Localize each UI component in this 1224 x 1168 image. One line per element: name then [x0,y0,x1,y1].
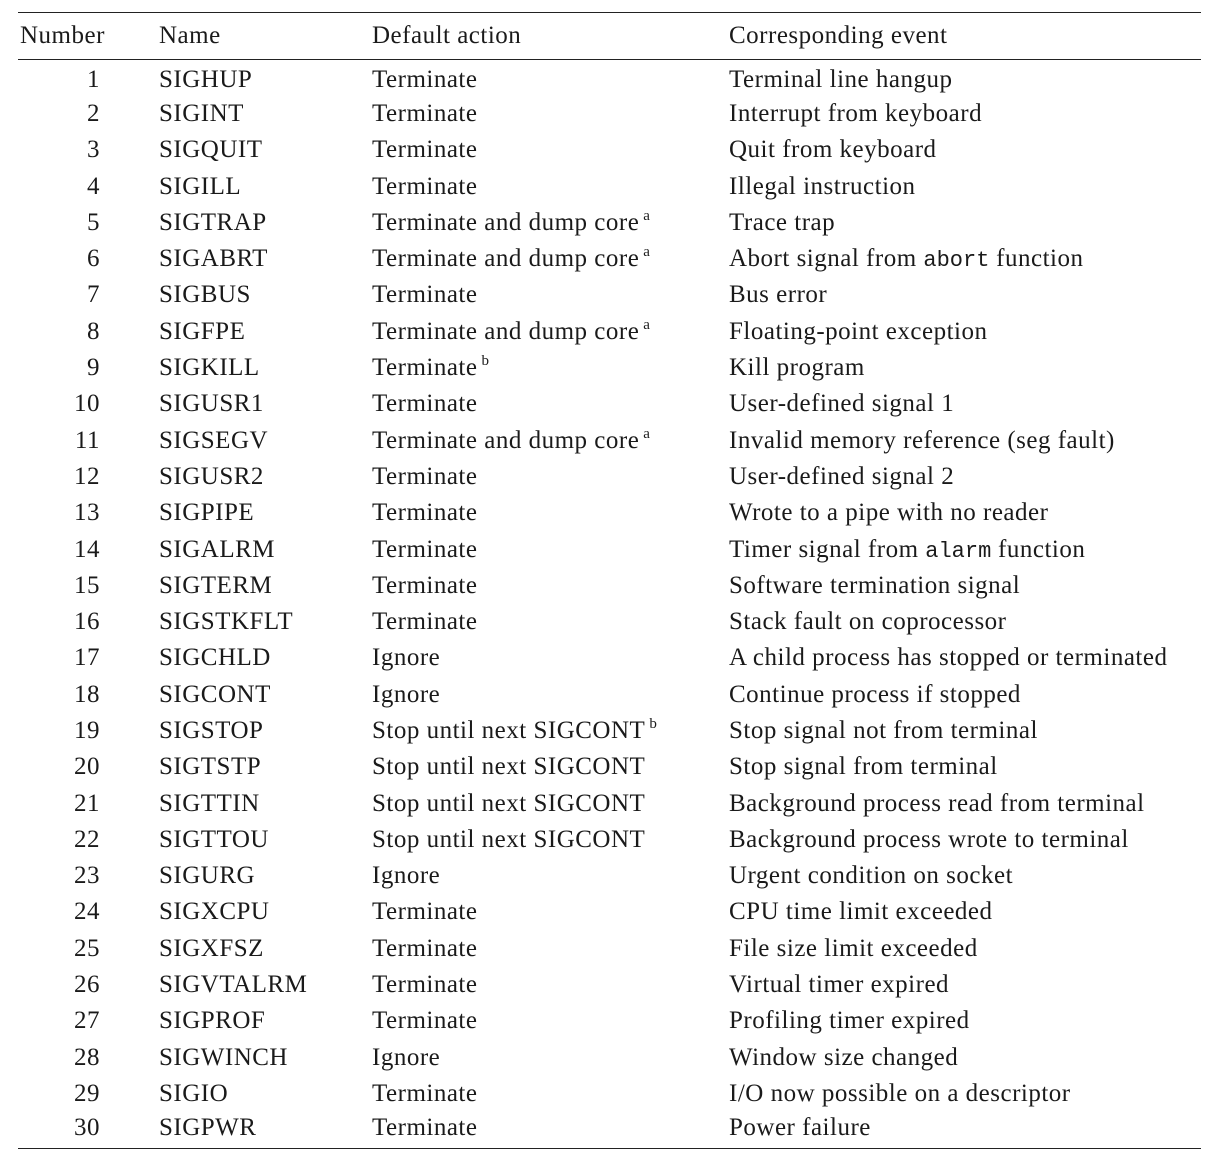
table-row [18,495,1201,531]
footnote-marker: a [643,425,651,442]
corresponding-event [729,894,1201,930]
default-action [372,241,729,277]
corresponding-event [729,604,1201,640]
default-action [372,531,729,567]
signal-name: SIGKILL [159,354,260,382]
corresponding-event [729,132,1201,168]
event-text: Timer signal from [729,535,926,563]
default-action-text: Terminate [372,934,478,962]
signal-name: SIGXCPU [159,898,270,926]
signal-name: SIGUSR1 [159,390,264,418]
signal-name: SIGIO [159,1079,229,1107]
table-row [18,96,1201,132]
event-text: Bus error [729,281,828,309]
default-action [372,931,729,967]
signal-number: 8 [87,317,100,345]
signal-name: SIGUSR2 [159,462,264,490]
corresponding-event [729,422,1201,458]
corresponding-event [729,96,1201,132]
signal-name: SIGABRT [159,245,268,273]
footnote-marker: b [481,353,490,370]
default-action-text: Terminate [372,608,478,636]
signal-number: 5 [87,208,100,236]
footnote-marker: b [649,715,658,732]
signal-number: 13 [74,499,100,527]
default-action-text: Terminate [372,172,478,200]
table-body [18,60,1201,1149]
event-text-suffix: function [989,245,1084,273]
event-text: Invalid memory reference (seg fault) [729,426,1115,454]
signal-number: 9 [87,354,100,382]
corresponding-event [729,1076,1201,1112]
default-action [372,568,729,604]
default-action-text: Ignore [372,680,441,708]
event-text: Power failure [729,1114,871,1141]
signal-number: 11 [74,426,100,454]
corresponding-event [729,931,1201,967]
event-text: Background process read from terminal [729,789,1145,817]
signal-name: SIGCHLD [159,644,271,672]
default-action-text: Ignore [372,862,441,890]
default-action-text: Terminate [372,99,478,127]
signal-number: 26 [74,971,100,999]
table-row [18,1112,1201,1148]
default-action [372,1003,729,1039]
corresponding-event [729,60,1201,96]
corresponding-event [729,241,1201,277]
table-row [18,459,1201,495]
default-action [372,749,729,785]
signal-name: SIGBUS [159,281,251,309]
event-text: Quit from keyboard [729,136,937,164]
default-action-text: Ignore [372,644,441,672]
default-action-text: Terminate [372,354,478,382]
event-text: Terminal line hangup [729,65,953,93]
event-text: I/O now possible on a descriptor [729,1079,1071,1107]
signal-number: 14 [74,535,100,563]
signal-number: 25 [74,934,100,962]
signal-number: 7 [87,281,100,309]
default-action [372,822,729,858]
signal-number: 24 [74,898,100,926]
default-action [372,459,729,495]
corresponding-event [729,640,1201,676]
default-action-text: Terminate and dump core [372,426,640,454]
table-row [18,858,1201,894]
table-row [18,422,1201,458]
corresponding-event [729,350,1201,386]
default-action-text: Terminate [372,136,478,164]
default-action-text: Terminate [372,1079,478,1107]
default-action-text: Terminate [372,535,478,563]
table-header [18,13,1201,60]
signal-name: SIGINT [159,99,244,127]
header-row [18,13,1201,60]
corresponding-event [729,168,1201,204]
default-action-text: Terminate [372,1007,478,1035]
corresponding-event [729,822,1201,858]
event-text: Wrote to a pipe with no reader [729,499,1049,527]
signal-name: SIGTERM [159,571,273,599]
signal-name: SIGSTKFLT [159,608,294,636]
table-row [18,277,1201,313]
signal-table [18,12,1201,1149]
event-text: Background process wrote to terminal [729,825,1129,853]
event-text-suffix: function [991,535,1086,563]
table-row [18,1003,1201,1039]
default-action-text: Terminate [372,1114,478,1141]
table-row [18,785,1201,821]
signal-name: SIGTSTP [159,753,262,781]
event-text: Floating-point exception [729,317,988,345]
table-row [18,350,1201,386]
default-action-text: Terminate and dump core [372,317,640,345]
table-row [18,931,1201,967]
table-row [18,531,1201,567]
signal-number: 29 [74,1079,100,1107]
corresponding-event [729,205,1201,241]
default-action [372,677,729,713]
function-name: alarm [925,538,992,564]
corresponding-event [729,1003,1201,1039]
signal-name: SIGQUIT [159,136,263,164]
corresponding-event [729,277,1201,313]
default-action-text: Terminate [372,462,478,490]
signal-name: SIGFPE [159,317,246,345]
table-row [18,314,1201,350]
corresponding-event [729,749,1201,785]
event-text: Virtual timer expired [729,971,950,999]
default-action [372,967,729,1003]
corresponding-event [729,531,1201,567]
signal-number: 27 [74,1007,100,1035]
signal-number: 23 [74,862,100,890]
table-row [18,677,1201,713]
header-number: Number [18,13,159,60]
header-default-action: Default action [372,13,729,60]
default-action [372,205,729,241]
signal-number: 3 [87,136,100,164]
signal-name: SIGILL [159,172,242,200]
signal-number: 28 [74,1043,100,1071]
header-name: Name [159,13,372,60]
signal-number: 17 [74,644,100,672]
signal-name: SIGHUP [159,65,253,93]
default-action-text: Stop until next SIGCONT [372,716,646,744]
default-action-text: Terminate and dump core [372,208,640,236]
event-text: Abort signal from [729,245,924,273]
table-row [18,967,1201,1003]
table-row [18,604,1201,640]
signal-number: 2 [87,99,100,127]
default-action-text: Terminate and dump core [372,245,640,273]
signal-name: SIGALRM [159,535,276,563]
signal-number: 1 [87,65,100,93]
signal-name: SIGPWR [159,1112,372,1148]
table-row [18,60,1201,96]
corresponding-event [729,858,1201,894]
default-action [372,1076,729,1112]
event-text: User-defined signal 2 [729,462,955,490]
signal-number: 10 [74,390,100,418]
default-action [372,858,729,894]
default-action-text: Terminate [372,499,478,527]
signal-name: SIGSEGV [159,426,269,454]
event-text: Urgent condition on socket [729,862,1014,890]
default-action-text: Stop until next SIGCONT [372,825,646,853]
corresponding-event [729,495,1201,531]
table-row [18,640,1201,676]
signal-name: SIGTTIN [159,789,260,817]
signal-number: 18 [74,680,100,708]
default-action [372,785,729,821]
table-row [18,386,1201,422]
corresponding-event [729,1040,1201,1076]
table-row [18,749,1201,785]
table-row [18,205,1201,241]
event-text: Stack fault on coprocessor [729,608,1007,636]
corresponding-event [729,1112,1201,1148]
default-action-text: Stop until next SIGCONT [372,753,646,781]
signal-number: 16 [74,608,100,636]
default-action-text: Terminate [372,971,478,999]
table-row [18,894,1201,930]
event-text: Illegal instruction [729,172,916,200]
corresponding-event [729,568,1201,604]
table-row [18,1040,1201,1076]
default-action [372,604,729,640]
event-text: Trace trap [729,208,836,236]
default-action [372,713,729,749]
default-action [372,168,729,204]
corresponding-event [729,459,1201,495]
event-text: CPU time limit exceeded [729,898,993,926]
default-action-text: Terminate [372,65,478,93]
signal-name: SIGSTOP [159,716,264,744]
signal-number: 21 [74,789,100,817]
default-action [372,350,729,386]
signal-name: SIGXFSZ [159,934,264,962]
default-action [372,495,729,531]
signal-name: SIGTTOU [159,825,269,853]
event-text: Interrupt from keyboard [729,99,983,127]
signal-number: 12 [74,462,100,490]
event-text: Software termination signal [729,571,1021,599]
corresponding-event [729,314,1201,350]
signal-name: SIGVTALRM [159,971,308,999]
corresponding-event [729,713,1201,749]
event-text: A child process has stopped or terminated [729,644,1168,672]
default-action-text: Terminate [372,571,478,599]
default-action [372,422,729,458]
default-action [372,1112,729,1148]
default-action [372,60,729,96]
signal-name: SIGURG [159,862,256,890]
default-action [372,277,729,313]
table-row [18,1076,1201,1112]
default-action [372,132,729,168]
default-action-text: Terminate [372,898,478,926]
signal-number: 22 [74,825,100,853]
signal-number: 6 [87,245,100,273]
default-action [372,1040,729,1076]
default-action-text: Terminate [372,281,478,309]
event-text: Kill program [729,354,865,382]
signal-number: 20 [74,753,100,781]
signal-name: SIGPIPE [159,499,255,527]
corresponding-event [729,677,1201,713]
function-name: abort [923,248,990,274]
signal-name: SIGWINCH [159,1043,288,1071]
signal-number: 4 [87,172,100,200]
table-row [18,822,1201,858]
table-row [18,568,1201,604]
footnote-marker: a [643,207,651,224]
default-action-text: Ignore [372,1043,441,1071]
table-row [18,132,1201,168]
event-text: Stop signal not from terminal [729,716,1038,744]
table-row [18,713,1201,749]
footnote-marker: a [643,244,651,261]
signal-number: 15 [74,571,100,599]
default-action [372,386,729,422]
corresponding-event [729,386,1201,422]
signal-name: SIGPROF [159,1007,266,1035]
default-action [372,894,729,930]
default-action [372,640,729,676]
table-row [18,241,1201,277]
footnote-marker: a [643,316,651,333]
default-action [372,314,729,350]
event-text: Continue process if stopped [729,680,1021,708]
table-row [18,168,1201,204]
signal-name: SIGCONT [159,680,271,708]
signal-name: SIGTRAP [159,208,267,236]
event-text: Profiling timer expired [729,1007,970,1035]
corresponding-event [729,967,1201,1003]
signal-number: 30 [18,1112,159,1148]
corresponding-event [729,785,1201,821]
event-text: User-defined signal 1 [729,390,955,418]
signal-number: 19 [74,716,100,744]
event-text: File size limit exceeded [729,934,978,962]
event-text: Window size changed [729,1043,959,1071]
default-action [372,96,729,132]
default-action-text: Terminate [372,390,478,418]
default-action-text: Stop until next SIGCONT [372,789,646,817]
event-text: Stop signal from terminal [729,753,998,781]
header-corresponding-event: Corresponding event [729,13,1201,60]
